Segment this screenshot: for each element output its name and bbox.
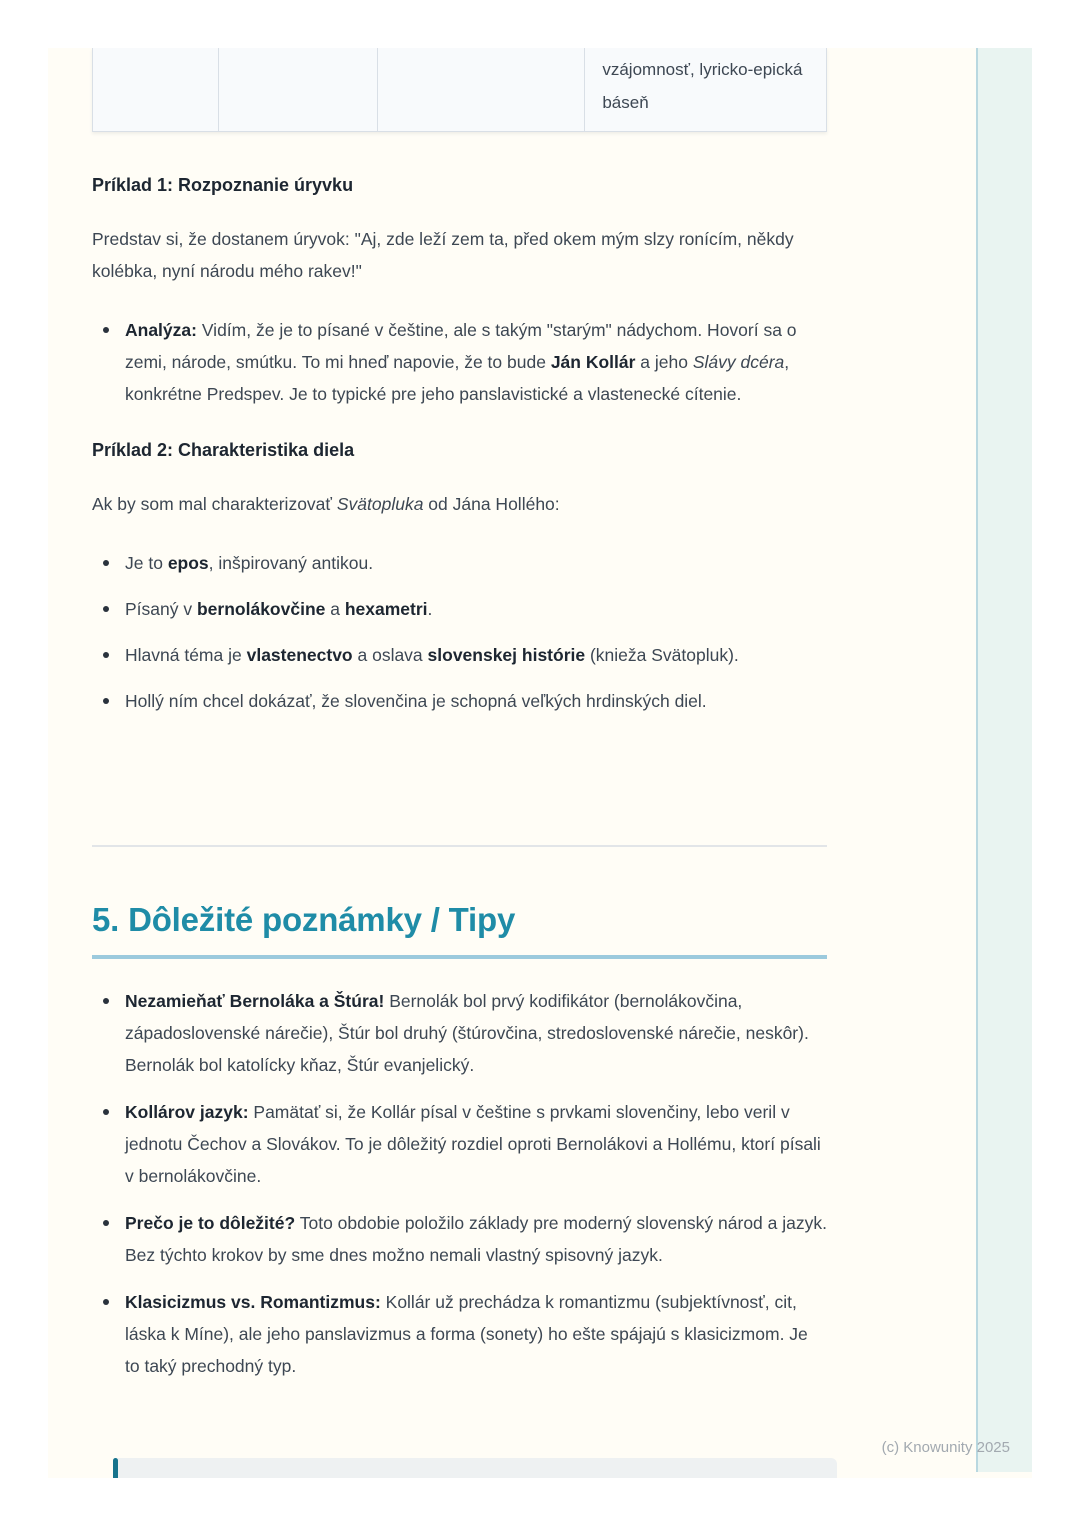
body-text: a oslava xyxy=(352,645,428,665)
bullet-icon xyxy=(103,1299,109,1305)
list-item xyxy=(92,1096,827,1192)
table-fragment xyxy=(92,48,827,132)
body-text: Hollý ním chcel dokázať, že slovenčina je schopná veľkých hrdinských diel. xyxy=(125,691,707,711)
page-content xyxy=(92,48,827,744)
body-text: Pamätať si, že Kollár písal v češtine s prvkami slovenčiny, lebo veril v jednotu Čechov a Slovákov. To je dôležitý rozdiel oproti Bernolákovi a Hollému, ktorí písali v bernolákovčine. xyxy=(125,1102,821,1186)
heading-underline xyxy=(92,955,827,959)
body-text: . xyxy=(427,599,433,619)
document-page xyxy=(48,48,1032,1478)
bullet-icon xyxy=(103,998,109,1004)
list-item xyxy=(92,593,827,625)
bullet-icon xyxy=(103,698,109,704)
table-cell xyxy=(219,48,378,132)
italic-text: Svätopluka xyxy=(336,494,424,514)
body-text: Vidím, že je to písané v češtine, ale s takým "starým" nádychom. Hovorí sa o zemi, národe, smútku. To mi hneď napovie, že to bude xyxy=(125,320,797,372)
italic-text: Slávy dcéra xyxy=(692,352,785,372)
body-text: Je to xyxy=(125,553,168,573)
body-text: Bernolák bol prvý kodifikátor (bernolákovčina, západoslovenské nárečie), Štúr bol druhý (štúrovčina, stredoslovenské nárečie, neskôr). Bernolák bol katolícky kňaz, Štúr evanjelický. xyxy=(125,991,809,1075)
bullet-icon xyxy=(103,606,109,612)
blockquote-accent-bar xyxy=(113,1458,118,1478)
list-item xyxy=(92,1207,827,1271)
body-text: a jeho xyxy=(635,352,693,372)
body-text: Písaný v xyxy=(125,599,197,619)
table-cell xyxy=(378,48,586,132)
bullet-icon xyxy=(103,1109,109,1115)
body-text: (knieža Svätopluk). xyxy=(585,645,739,665)
body-text: , konkrétne Predspev. Je to typické pre jeho panslavistické a vlastenecké cítenie. xyxy=(125,352,790,404)
bold-text: epos xyxy=(167,553,209,573)
example1-intro: Predstav si, že dostanem úryvok: "Aj, zde leží zem ta, před okem mým slzy ronícím, někdy kolébka, nyní národu mého rakev!" xyxy=(92,229,794,281)
bold-text: vlastenectvo xyxy=(246,645,353,665)
example1-heading: Príklad 1: Rozpoznanie úryvku xyxy=(92,175,354,195)
bold-text: Nezamieňať Bernoláka a Štúra! xyxy=(125,991,385,1011)
list-item xyxy=(92,639,827,671)
list-item xyxy=(92,547,827,579)
body-text: , inšpirovaný antikou. xyxy=(208,553,374,573)
bold-text: Ján Kollár xyxy=(550,352,636,372)
bold-text: Kollárov jazyk: xyxy=(125,1102,249,1122)
bullet-icon xyxy=(103,560,109,566)
body-text: Ak by som mal charakterizovať xyxy=(92,494,337,514)
bold-text: Klasicizmus vs. Romantizmus: xyxy=(125,1292,381,1312)
example2-list xyxy=(92,547,827,717)
list-item xyxy=(92,685,827,717)
list-item xyxy=(92,1286,827,1382)
bold-text: hexametri xyxy=(344,599,428,619)
bold-text: Prečo je to dôležité? xyxy=(125,1213,296,1233)
example2-heading: Príklad 2: Charakteristika diela xyxy=(92,440,355,460)
body-text: a xyxy=(325,599,345,619)
body-text: Kollár už prechádza k romantizmu (subjektívnosť, cit, láska k Míne), ale jeho panslavizmus a forma (sonety) ho ešte spájajú s klasicizmom. Je to taký prechodný typ. xyxy=(125,1292,808,1376)
body-text: od Jána Hollého: xyxy=(423,494,560,514)
example1-list xyxy=(92,314,827,410)
page-edge-strip xyxy=(976,48,1032,1472)
section-5-tips xyxy=(92,845,827,1409)
table-cell xyxy=(93,48,219,132)
tips-list xyxy=(92,985,827,1382)
section-divider xyxy=(92,845,827,847)
body-text: Hlavná téma je xyxy=(125,645,247,665)
bullet-icon xyxy=(103,1220,109,1226)
bold-text: bernolákovčine xyxy=(196,599,326,619)
list-item xyxy=(92,985,827,1081)
copyright-notice: (c) Knowunity 2025 xyxy=(881,1439,1010,1456)
list-item xyxy=(92,314,827,410)
blockquote-fragment xyxy=(113,1458,837,1478)
bullet-icon xyxy=(103,327,109,333)
bullet-icon xyxy=(103,652,109,658)
bold-text: Analýza: xyxy=(125,320,197,340)
table-cell: vzájomnosť, lyricko-epická báseň xyxy=(585,48,827,132)
bold-text: slovenskej histórie xyxy=(427,645,586,665)
body-text: Toto obdobie položilo základy pre moderný slovenský národ a jazyk. Bez týchto krokov by sme dnes možno nemali vlastný spisovný jazyk. xyxy=(125,1213,827,1265)
section-5-title: 5. Dôležité poznámky / Tipy xyxy=(92,901,516,938)
example2-intro xyxy=(92,488,827,520)
